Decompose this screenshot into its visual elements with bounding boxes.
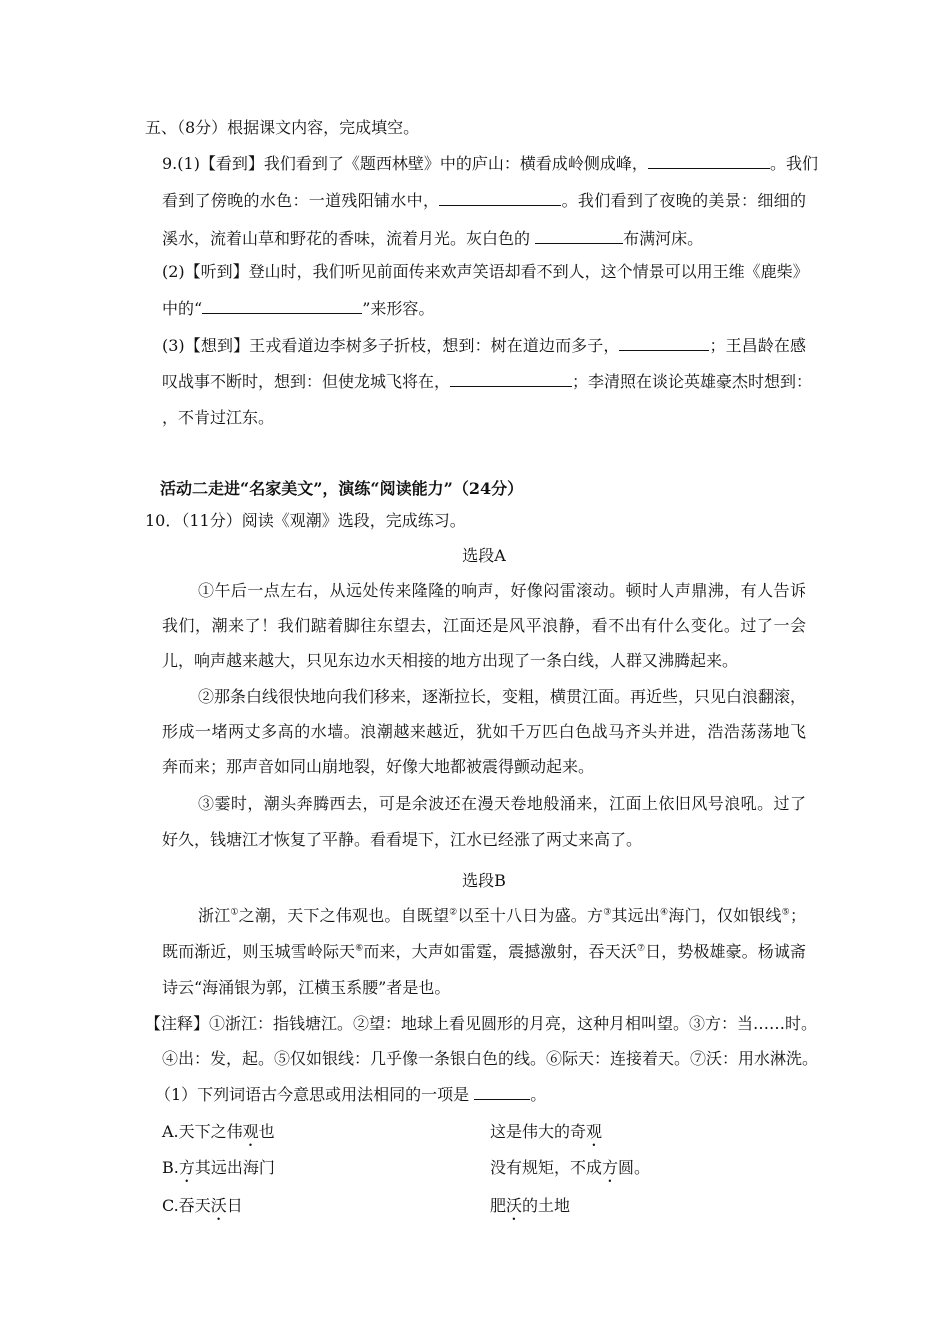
text: C.吞天 — [162, 1196, 211, 1215]
q9-line: (2)【听到】登山时，我们听见前面传来欢声笑语却看不到人，这个情景可以用王维《鹿柴》 — [162, 262, 809, 281]
passage-b-line — [162, 941, 806, 963]
text: 肥 — [490, 1196, 507, 1215]
text: 以至十八日为盛。方 — [457, 906, 604, 925]
option-b[interactable] — [162, 1157, 806, 1179]
section-a-title: 选段A — [462, 546, 506, 565]
text: 叹战事不断时，想到：但使龙城飞将在， — [162, 372, 451, 391]
text: ；李清照在谈论英雄豪杰时想到： — [572, 372, 813, 391]
text: 日 — [226, 1196, 243, 1215]
passage-a-line: ①午后一点左右，从远处传来隆隆的响声，好像闷雷滚动。顿时人声鼎沸，有人告诉 — [198, 581, 806, 600]
text: 既而渐近，则玉城雪岭际天 — [162, 942, 356, 961]
q9-line: ，不肯过江东。 — [162, 408, 275, 427]
text: 之潮，天下之伟观也。自既望 — [238, 906, 450, 925]
notes-line: 【注释】①浙江：指钱塘江。②望：地球上看见圆形的月亮，这种月相叫望。③方：当……时。 — [145, 1014, 818, 1033]
text: 没有规矩，不成 — [490, 1158, 603, 1177]
text: 圆。 — [618, 1158, 651, 1177]
q5-heading: 五、（8分）根据课文内容，完成填空。 — [145, 118, 420, 137]
text: （1）下列词语古今意思或用法相同的一项是 — [155, 1085, 475, 1104]
footnote-mark: ⑥ — [355, 943, 364, 954]
text: 。 — [530, 1085, 547, 1104]
footnote-mark: ② — [449, 907, 458, 918]
answer-blank[interactable] — [474, 1083, 530, 1100]
text: 也 — [258, 1122, 275, 1141]
answer-blank[interactable] — [439, 189, 561, 206]
q9-line — [162, 297, 806, 319]
text: 其远出 — [611, 906, 661, 925]
emphasized-char: 方 — [602, 1158, 619, 1177]
answer-blank[interactable] — [648, 152, 770, 169]
answer-blank[interactable] — [450, 370, 572, 387]
answer-blank[interactable] — [202, 297, 362, 314]
passage-b-line — [198, 905, 806, 927]
text: 看到了傍晚的水色：一道残阳铺水中， — [162, 191, 440, 210]
text: A.天下之伟 — [162, 1122, 243, 1141]
footnote-mark: ① — [230, 907, 239, 918]
answer-blank[interactable] — [619, 334, 709, 351]
passage-a-line: 儿，响声越来越大，只见东边水天相接的地方出现了一条白线，人群又沸腾起来。 — [162, 651, 739, 670]
text: 9.(1)【看到】我们看到了《题西林壁》中的庐山：横看成岭侧成峰， — [162, 154, 648, 173]
passage-a-line: 好久，钱塘江才恢复了平静。看看堤下，江水已经涨了两丈来高了。 — [162, 830, 643, 849]
q9-line — [162, 334, 806, 356]
text: 的土地 — [522, 1196, 571, 1215]
emphasized-char: 沃 — [210, 1196, 227, 1215]
q10-intro: 10．（11分）阅读《观潮》选段，完成练习。 — [145, 511, 466, 530]
option-a[interactable] — [162, 1121, 806, 1143]
emphasized-char: 方 — [178, 1158, 195, 1177]
answer-blank[interactable] — [535, 227, 623, 244]
notes-line: ④出：发，起。⑤仅如银线：几乎像一条银白色的线。⑥际天：连接着天。⑦沃：用水淋洗。 — [162, 1049, 819, 1068]
emphasized-char: 观 — [242, 1122, 259, 1141]
footnote-mark: ⑦ — [636, 943, 646, 954]
text: B. — [162, 1158, 179, 1177]
text: 。我们 — [769, 154, 818, 173]
emphasized-char: 沃 — [506, 1196, 523, 1215]
passage-a-line: ②那条白线很快地向我们移来，逐渐拉长，变粗，横贯江面。再近些，只见白浪翻滚， — [198, 687, 807, 706]
q9-line — [162, 227, 806, 249]
q9-line — [162, 189, 806, 211]
text: 。我们看到了夜晚的美景：细细的 — [561, 191, 806, 210]
text: ；王昌龄在感 — [709, 336, 806, 355]
text: 海门，仅如银线 — [668, 906, 782, 925]
text: (3)【想到】王戎看道边李树多子折枝，想到：树在道边而多子， — [162, 336, 620, 355]
section-b-title: 选段B — [462, 871, 506, 890]
passage-a-line: 奔而来；那声音如同山崩地裂，好像大地都被震得颤动起来。 — [162, 757, 595, 776]
text: 溪水，流着山草和野花的香味，流着月光。灰白色的 — [162, 229, 536, 248]
text: ”来形容。 — [362, 299, 435, 318]
footnote-mark: ⑤ — [781, 907, 790, 918]
footnote-mark: ③ — [603, 907, 612, 918]
q9-line — [162, 370, 813, 392]
text: 中的“ — [162, 299, 203, 318]
activity2-heading: 活动二走进“名家美文”，演练“阅读能力”（24分） — [160, 479, 524, 498]
text: 而来，大声如雷霆，震撼激射，吞天沃 — [363, 942, 637, 961]
text: 这是伟大的奇 — [490, 1122, 587, 1141]
option-c[interactable] — [162, 1195, 806, 1217]
footnote-mark: ④ — [660, 907, 669, 918]
passage-a-line: 我们，潮来了！我们踮着脚往东望去，江面还是风平浪静，看不出有什么变化。过了一会 — [162, 616, 806, 635]
passage-a-line: ③霎时，潮头奔腾西去，可是余波还在漫天卷地般涌来，江面上依旧风号浪吼。过了 — [198, 794, 806, 813]
text: 布满河床。 — [623, 229, 704, 248]
text: 浙江 — [198, 906, 231, 925]
text: 其远出海门 — [194, 1158, 275, 1177]
passage-a-line: 形成一堵两丈多高的水墙。浪潮越来越近，犹如千万匹白色战马齐头并进，浩浩荡荡地飞 — [162, 722, 806, 741]
sub-question-1 — [155, 1083, 799, 1105]
q9-line — [162, 152, 818, 174]
text: ； — [789, 906, 806, 925]
text: 日，势极雄豪。杨诚斋 — [645, 942, 806, 961]
passage-b-line: 诗云“海涌银为郭，江横玉系腰”者是也。 — [162, 978, 451, 997]
emphasized-char: 观 — [586, 1122, 603, 1141]
